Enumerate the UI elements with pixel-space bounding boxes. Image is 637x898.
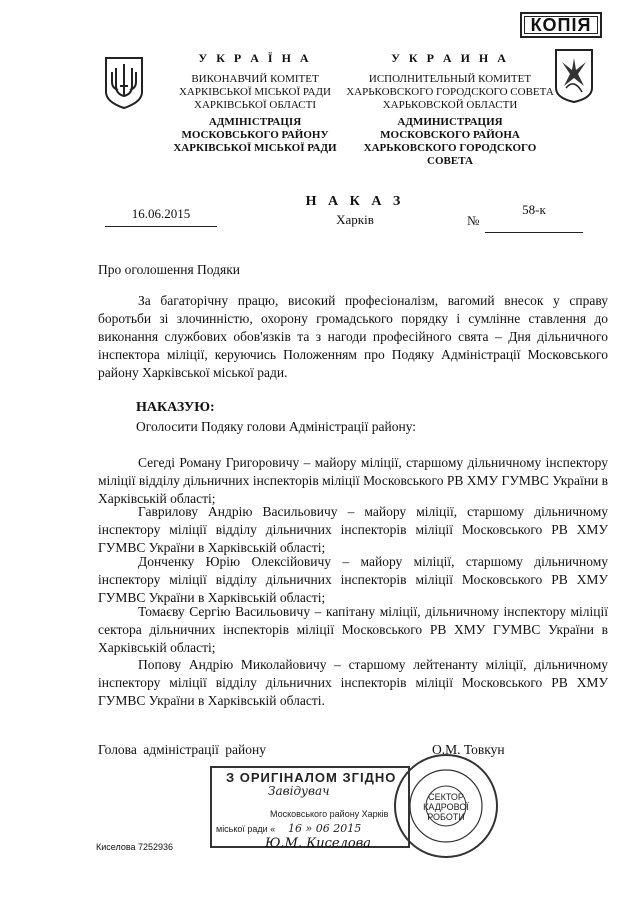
stamp-handwritten-role: Завідувач bbox=[268, 784, 330, 798]
header-ua-line: ВИКОНАВЧИЙ КОМІТЕТ bbox=[191, 73, 319, 85]
stamp-line: Московського району Харків bbox=[270, 809, 389, 819]
recipient-item: Донченку Юрію Олексійовичу – майору міліції, старшому дільничному інспектору міліції відділу дільничних інспекторів міліції Московського РВ ХМУ ГУМВС України в Харківській області; bbox=[98, 554, 608, 605]
header-russian bbox=[345, 52, 555, 168]
handwritten-signature: Ю.М. Киселова bbox=[265, 836, 372, 851]
header-ru-line: ХАРЬКОВСКОЙ ОБЛАСТИ bbox=[382, 99, 518, 111]
header-ru-country: У К Р А И Н А bbox=[391, 51, 509, 65]
recipient-item: Сегеді Роману Григоровичу – майору міліції, старшому дільничному інспектору міліції відділу дільничних інспекторів міліції Московського РВ ХМУ ГУМВС України в Харківській області; bbox=[98, 455, 608, 506]
header-ua-line: ХАРКІВСЬКОЇ ОБЛАСТІ bbox=[194, 99, 316, 111]
recipient-item: Попову Андрію Миколайовичу – старшому лейтенанту міліції, дільничному інспектору міліції відділу дільничних інспекторів міліції Московського РВ ХМУ ГУМВС України в Харківській області. bbox=[98, 657, 608, 708]
header-ua-line: ХАРКІВСЬКОЇ МІСЬКОЇ РАДИ bbox=[178, 86, 332, 98]
order-city: Харків bbox=[336, 212, 374, 227]
recipient-item: Томаєву Сергію Васильовичу – капітану міліції, дільничному інспектору міліції сектора дільничних інспекторів міліції Московського РВ ХМУ ГУМВС України в Харківській області; bbox=[98, 604, 608, 655]
trident-emblem-icon bbox=[104, 56, 144, 110]
header-ru-admin: АДМИНИСТРАЦИЯ bbox=[397, 116, 503, 128]
signature-name: О.М. Товкун bbox=[432, 742, 505, 757]
stamp-line: міської ради « bbox=[216, 824, 276, 834]
order-date: 16.06.2015 bbox=[105, 206, 217, 227]
header-ua-admin: ХАРКІВСЬКОЇ МІСЬКОЇ РАДИ bbox=[173, 142, 337, 154]
footer-contact: Киселова 7252936 bbox=[96, 842, 174, 852]
order-number: 58-к bbox=[485, 202, 583, 233]
header-ukrainian bbox=[160, 52, 350, 155]
recipient-item: Гаврилову Андрію Васильовичу – майору міліції, старшому дільничному інспектору міліції відділу дільничних інспекторів міліції Московського РВ ХМУ ГУМВС України в Харківській області; bbox=[98, 504, 608, 555]
round-stamp-text: РОБОТИ bbox=[427, 812, 465, 822]
round-stamp-text: КАДРОВОЇ bbox=[423, 802, 469, 812]
kharkiv-emblem-icon bbox=[554, 48, 594, 104]
order-number-label: № bbox=[467, 213, 480, 228]
stamp-title: З ОРИГІНАЛОМ ЗГІДНО bbox=[226, 770, 397, 785]
header-ua-country: У К Р А Ї Н А bbox=[198, 51, 312, 65]
round-stamp-seal bbox=[392, 752, 500, 860]
announce-line: Оголосити Подяку голови Адміністрації району: bbox=[136, 419, 417, 434]
order-title: Н А К А З bbox=[305, 194, 405, 209]
round-stamp-text: СЕКТОР bbox=[428, 792, 464, 802]
order-heading: НАКАЗУЮ: bbox=[136, 400, 215, 415]
copy-stamp: КОПІЯ bbox=[520, 12, 602, 38]
order-subject: Про оголошення Подяки bbox=[98, 262, 241, 277]
header-ru-line: ХАРЬКОВСКОГО ГОРОДСКОГО СОВЕТА bbox=[346, 86, 554, 98]
header-ru-admin: ХАРЬКОВСКОГО ГОРОДСКОГО СОВЕТА bbox=[363, 142, 537, 167]
header-ru-line: ИСПОЛНИТЕЛЬНЫЙ КОМИТЕТ bbox=[368, 73, 532, 85]
preamble-paragraph: За багаторічну працю, високий професіоналізм, вагомий внесок у справу боротьби зі злочинністю, охорону громадського порядку і сумлінне ставлення до виконання службових обов'язків та з нагоди професійного свята – Дня дільничного інспектора міліції, керуючись Положенням про Подяку Адміністрації Московського району Харківської міської ради. bbox=[98, 293, 608, 380]
header-ru-admin: МОСКОВСКОГО РАЙОНА bbox=[380, 129, 520, 141]
header-ua-admin: МОСКОВСЬКОГО РАЙОНУ bbox=[181, 129, 329, 141]
header-ua-admin: АДМІНІСТРАЦІЯ bbox=[208, 116, 302, 128]
stamp-date: 16 » 06 2015 bbox=[288, 822, 362, 835]
signature-position: Голова адміністрації району bbox=[98, 742, 266, 757]
